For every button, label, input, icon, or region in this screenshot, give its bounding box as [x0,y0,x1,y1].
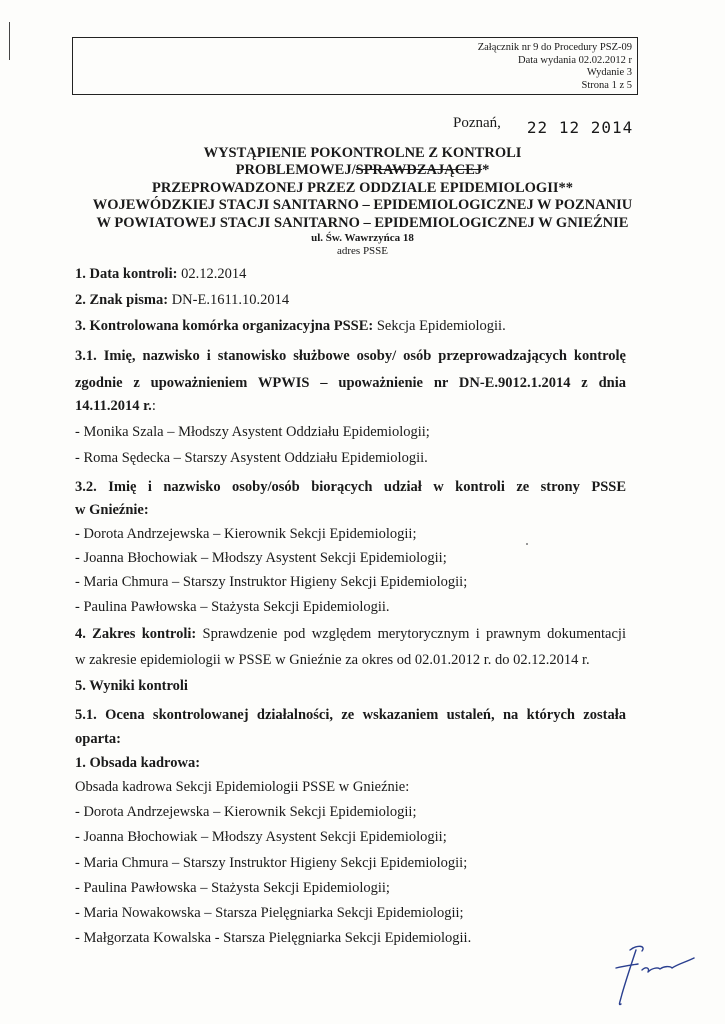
margin-mark [9,22,10,60]
title-line-5: W POWIATOWEJ STACJI SANITARNO – EPIDEMIOLOGICZNEJ W GNIEŹNIE [96,214,629,231]
address-label: adres PSSE [336,245,389,258]
inspectors-heading-1: 3.1. Imię, nazwisko i stanowisko służbowe osoby/ osób przeprowadzających kontrolę [75,347,626,364]
participants-heading-1: 3.2. Imię i nazwisko osoby/osób biorących udział w kontroli ze strony PSSE [75,478,626,495]
issue-date-line: Data wydania 02.02.2012 r [517,54,632,66]
participant-item: - Joanna Błochowiak – Młodszy Asystent Sekcji Epidemiologii; [75,550,447,567]
title-line-2: PROBLEMOWEJ/SPRAWDZAJĄCEJ* [235,162,490,179]
staff-item: - Joanna Błochowiak – Młodszy Asystent Sekcji Epidemiologii; [75,829,447,846]
staff-item: - Małgorzata Kowalska - Starsza Pielęgniarka Sekcji Epidemiologii. [75,930,472,947]
psse-address: ul. Św. Wawrzyńca 18 [311,232,414,245]
handwritten-signature [612,942,707,1012]
paper-speck [526,543,528,545]
inspector-item: - Roma Sędecka – Starszy Asystent Oddziału Epidemiologii. [75,450,428,467]
participant-item: - Maria Chmura – Starszy Instruktor Higieny Sekcji Epidemiologii; [75,574,468,591]
staff-item: - Paulina Pawłowska – Stażysta Sekcji Epidemiologii; [75,879,390,896]
scope-line-1: 4. Zakres kontroli: Sprawdzenie pod względem merytorycznym i prawnym dokumentacji [75,625,626,642]
document-body [75,263,626,950]
results-heading: 5. Wyniki kontroli [75,678,188,695]
letter-ref: 2. Znak pisma: DN-E.1611.10.2014 [75,292,290,309]
staff-item: - Dorota Andrzejewska – Kierownik Sekcji Epidemiologii; [75,804,417,821]
title-line-1: WYSTĄPIENIE POKONTROLNE Z KONTROLI [203,145,522,161]
participant-item: - Dorota Andrzejewska – Kierownik Sekcji Epidemiologii; [75,526,417,543]
title-line-3: PRZEPROWADZONEJ PRZEZ ODDZIALE EPIDEMIOLOGII** [152,179,573,196]
edition-line: Wydanie 3 [586,67,632,78]
staff-item: - Maria Nowakowska – Starsza Pielęgniarka Sekcji Epidemiologii; [75,905,464,922]
control-date: 1. Data kontroli: 02.12.2014 [75,266,247,282]
staff-item: - Maria Chmura – Starszy Instruktor Higieny Sekcji Epidemiologii; [75,854,468,871]
place-date [453,112,634,137]
inspectors-heading-2: zgodnie z upoważnieniem WPWIS – upoważnienie nr DN-E.9012.1.2014 z dnia [75,374,626,391]
title-line-4: WOJEWÓDZKIEJ STACJI SANITARNO – EPIDEMIOLOGICZNEJ W POZNANIU [92,197,633,214]
page-number-line: Strona 1 z 5 [581,79,632,91]
inspector-item: - Monika Szala – Młodszy Asystent Oddziału Epidemiologii; [75,424,430,441]
staffing-heading: 1. Obsada kadrowa: [75,754,201,771]
inspectors-heading-3: 14.11.2014 r.: [75,398,156,415]
document-title [60,145,665,258]
place: Poznań, [453,115,501,131]
controlled-unit: 3. Kontrolowana komórka organizacyjna PSSE: Sekcja Epidemiologii. [75,318,506,335]
assessment-heading-1: 5.1. Ocena skontrolowanej działalności, ze wskazaniem ustaleń, na których została [75,707,626,724]
struck-text: SPRAWDZAJĄCEJ [355,162,483,179]
header-info [478,42,632,92]
annex-line: Załącznik nr 9 do Procedury PSZ-09 [477,42,632,53]
participant-item: - Paulina Pawłowska – Stażysta Sekcji Epidemiologii. [75,598,390,615]
date-stamp: 22 12 2014 [526,118,634,137]
scope-line-2: w zakresie epidemiologii w PSSE w Gnieźnie za okres od 02.01.2012 r. do 02.12.2014 r. [75,652,590,669]
assessment-heading-2: oparta: [75,730,121,747]
document-header-box [72,37,638,95]
staffing-intro: Obsada kadrowa Sekcji Epidemiologii PSSE w Gnieźnie: [75,779,410,796]
participants-heading-2: w Gnieźnie: [75,501,149,518]
